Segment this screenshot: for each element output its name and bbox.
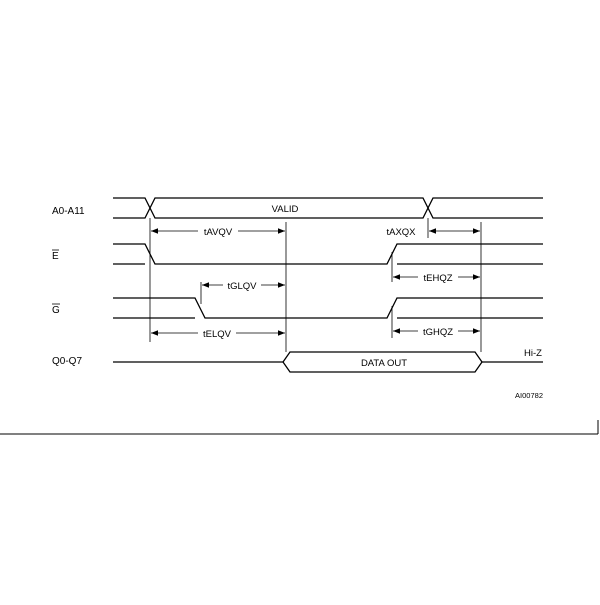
tehqz-label: tEHQZ [423,273,453,284]
telqv-label: tELQV [203,329,231,340]
address-valid-label: VALID [271,204,299,215]
signal-label-output-enable: G [52,305,60,316]
figure-id: AI00782 [515,391,543,400]
signal-label-address: A0-A11 [52,206,85,217]
enable-waveform [113,244,543,264]
taxqx-label: tAXQX [386,227,416,238]
hiz-label: Hi-Z [524,348,542,359]
tglqv-label: tGLQV [227,281,257,292]
tavqv-label: tAVQV [203,227,233,238]
address-waveform-top [113,198,543,218]
signal-label-data: Q0-Q7 [52,356,83,367]
tghqz-label: tGHQZ [422,327,454,338]
output-enable-waveform [113,298,543,318]
data-out-label: DATA OUT [360,358,408,369]
address-waveform-bottom [113,198,543,218]
signal-label-enable: E [52,251,59,262]
